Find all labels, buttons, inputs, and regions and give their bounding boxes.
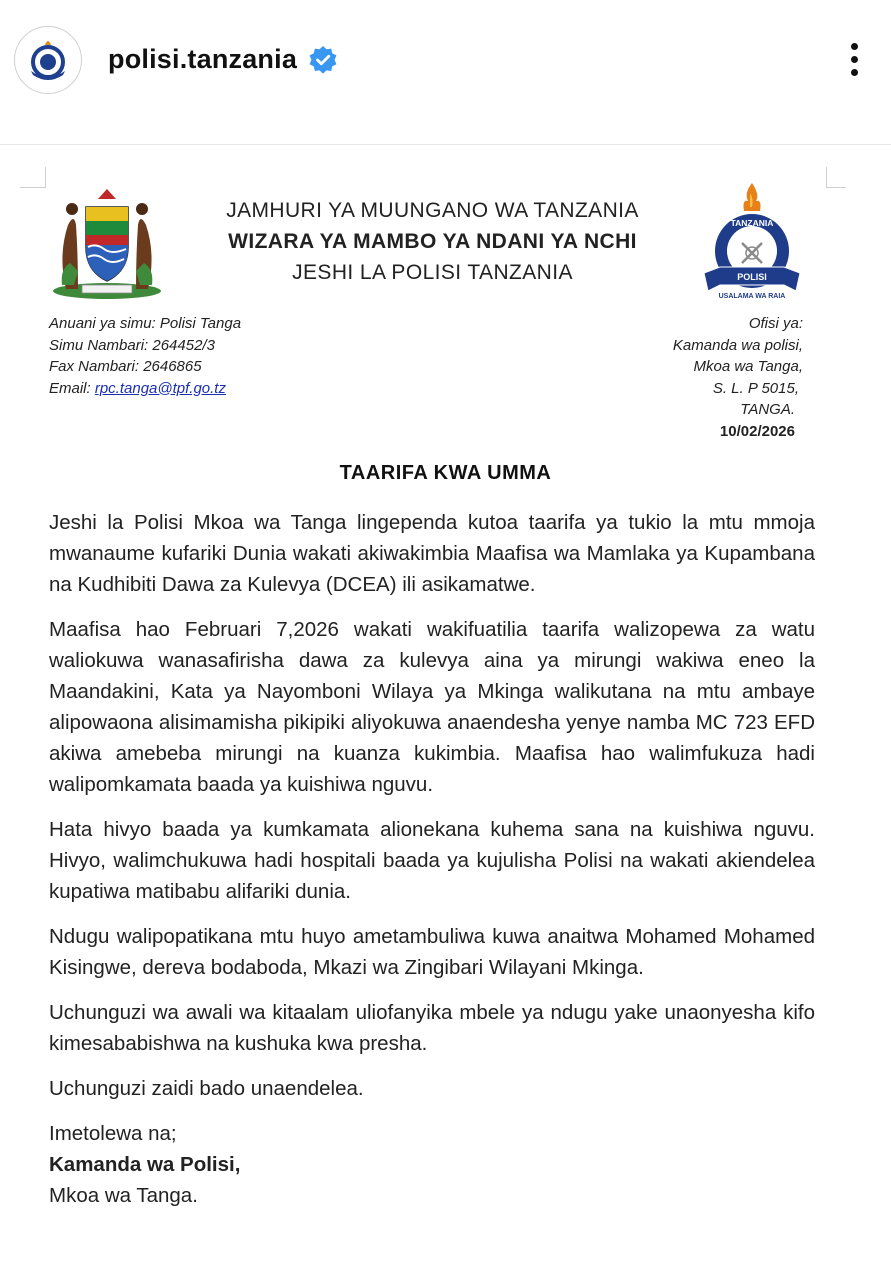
police-emblem-icon [15, 27, 81, 93]
contact-email-label: Email: [49, 379, 95, 397]
press-release-document [0, 144, 891, 1281]
office-address-block [673, 313, 803, 442]
contact-block [49, 313, 241, 399]
paragraph: Hata hivyo baada ya kumkamata alionekana kuhema sana na kuishiwa nguvu. Hivyo, walimchukuwa hadi hospitali baada ya kujulisha Polisi na wakati akiendelea kupatiwa matibabu alifariki dunia. [49, 818, 815, 903]
office-line-5: TANGA. [740, 401, 795, 418]
office-line-2: Kamanda wa polisi, [672, 336, 803, 354]
paragraph: Maafisa hao Februari 7,2026 wakati wakifuatilia taarifa walizopewa za watu waliokuwa wanasafirisha dawa za kulevya aina ya mirungi wakiwa eneo la Maandakini, Kata ya Nayomboni Wilaya ya Mkinga walikutana na mtu ambaye alipowaona alisimamisha pikipiki aliyokuwa anaendesha yenye namba MC 723 EFD akiwa amebeba mirungi na kuanza kukimbia. Maafisa hao walimfukuza hadi walipomkamata baada ya kuishiwa nguvu. [49, 618, 815, 796]
paragraph: Uchunguzi wa awali wa kitaalam uliofanyika mbele ya ndugu yake unaonyesha kifo kimesababishwa na kushuka kwa presha. [49, 1001, 815, 1055]
profile-avatar[interactable] [14, 26, 82, 94]
contact-fax: Fax Nambari: 2646865 [49, 358, 202, 375]
contact-email-row [49, 378, 241, 400]
verified-badge-icon [308, 45, 338, 75]
signatory-title: Kamanda wa Polisi, [49, 1153, 241, 1176]
more-options-icon[interactable] [838, 38, 872, 82]
contact-phone: Simu Nambari: 264452/3 [49, 336, 215, 354]
letterhead-line-republic: JAMHURI YA MUUNGANO WA TANZANIA [226, 199, 639, 222]
letterhead [180, 195, 685, 288]
document-date: 10/02/2026 [719, 422, 795, 440]
office-line-1: Ofisi ya: [748, 315, 803, 332]
contact-email-link[interactable]: rpc.tanga@tpf.go.tz [94, 379, 226, 397]
badge-top-text: TANZANIA [730, 218, 774, 228]
username[interactable]: polisi.tanzania [108, 44, 298, 74]
badge-motto-text: USALAMA WA RAIA [718, 293, 786, 300]
issued-by-label: Imetolewa na; [49, 1122, 177, 1145]
letterhead-line-police: JESHI LA POLISI TANZANIA [292, 261, 573, 284]
document-body [49, 507, 815, 1211]
post-header [0, 0, 891, 118]
contact-telegraph: Anuani ya simu: Polisi Tanga [49, 315, 242, 332]
badge-band-text: POLISI [737, 272, 767, 282]
signatory-region: Mkoa wa Tanga. [49, 1184, 198, 1207]
police-badge-icon [700, 181, 804, 305]
signature-block [49, 1118, 815, 1211]
letterhead-line-ministry: WIZARA YA MAMBO YA NDANI YA NCHI [228, 230, 637, 253]
paragraph: Uchunguzi zaidi bado unaendelea. [49, 1077, 364, 1100]
office-line-4: S. L. P 5015, [712, 379, 799, 397]
office-line-3: Mkoa wa Tanga, [693, 358, 803, 375]
coat-of-arms-icon [48, 185, 166, 303]
paragraph: Ndugu walipopatikana mtu huyo ametambuliwa kuwa anaitwa Mohamed Mohamed Kisingwe, dereva bodaboda, Mkazi wa Zingibari Wilayani Mkinga. [49, 925, 815, 979]
paragraph: Jeshi la Polisi Mkoa wa Tanga lingependa kutoa taarifa ya tukio la mtu mmoja mwanaume kufariki Dunia wakati akiwakimbia Maafisa wa Mamlaka ya Kupambana na Kudhibiti Dawa za Kulevya (DCEA) ili asikamatwe. [49, 511, 815, 596]
document-title: TAARIFA KWA UMMA [339, 462, 552, 484]
